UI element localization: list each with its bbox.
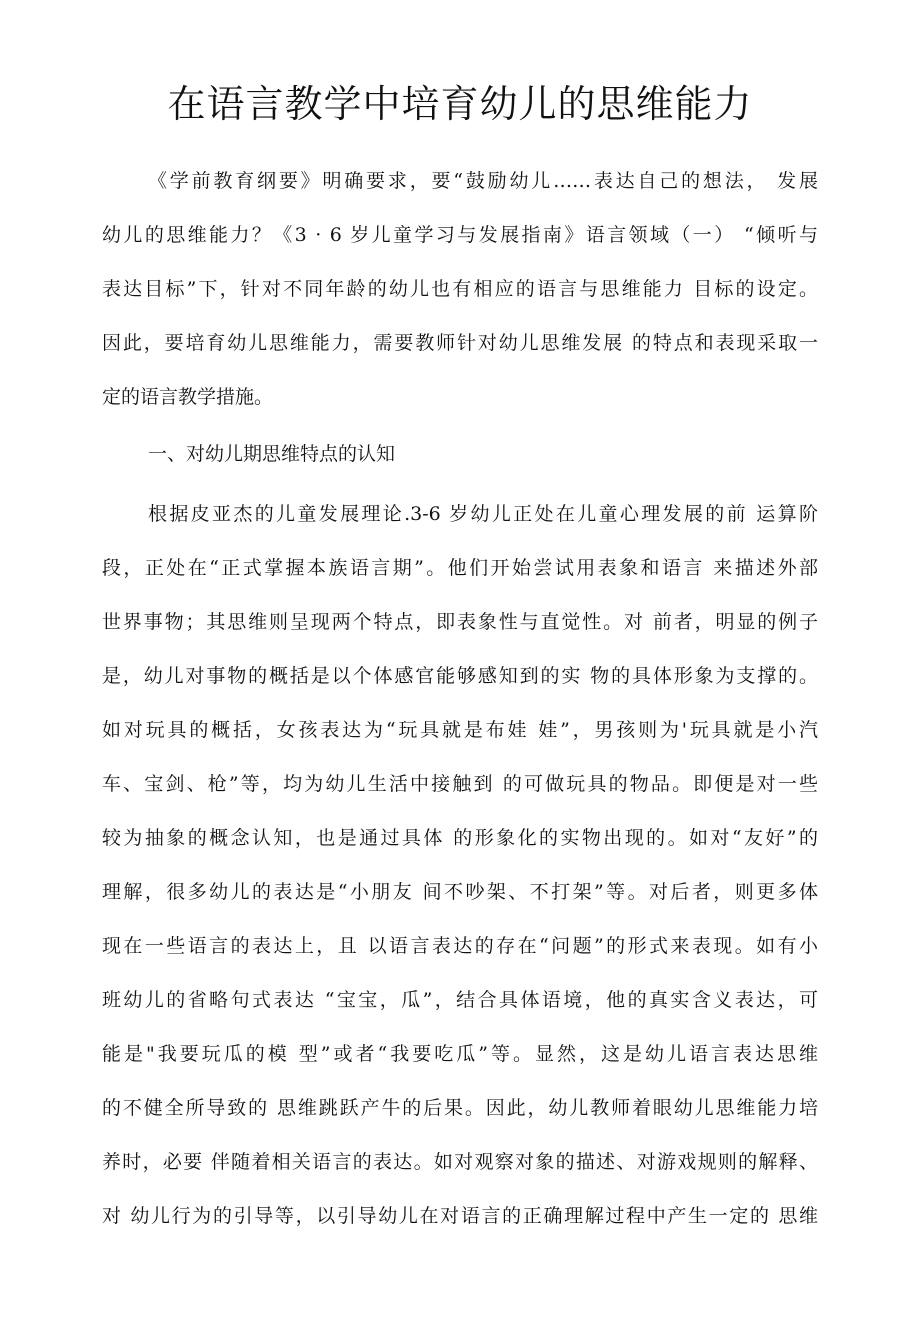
paragraph-line: 世界事物；其思维则呈现两个特点，即表象性与直觉性。对 前者，明显的例子: [102, 611, 818, 633]
section-heading: 一、对幼儿期思维特点的认知: [148, 443, 396, 465]
paragraph-line: 定的语言教学措施。: [102, 386, 274, 408]
paragraph-line: 段，正处在“正式掌握本族语言期”。他们开始尝试用表象和语言 来描述外部: [102, 557, 818, 579]
paragraph-line: 能是"我要玩瓜的模 型”或者“我要吃瓜”等。显然，这是幼儿语言表达思维: [102, 1043, 818, 1065]
paragraph-line: 《学前教育纲要》明确要求，要“鼓励幼儿……表达自己的想法， 发展: [148, 170, 818, 192]
paragraph-line: 车、宝剑、枪”等，均为幼儿生活中接触到 的可做玩具的物品。即便是对一些: [102, 773, 818, 795]
paragraph-line: 理解，很多幼儿的表达是“小朋友 间不吵架、不打架”等。对后者，则更多体: [102, 881, 818, 903]
paragraph-line: 因此，要培育幼儿思维能力，需要教师针对幼儿思维发展 的特点和表现采取一: [102, 332, 818, 354]
paragraph-line: 对 幼儿行为的引导等，以引导幼儿在对语言的正确理解过程中产生一定的 思维: [102, 1205, 818, 1227]
paragraph-line: 的不健全所导致的 思维跳跃产牛的后果。因此，幼儿教师着眼幼儿思维能力培: [102, 1097, 818, 1119]
paragraph-line: 是，幼儿对事物的概括是以个体感官能够感知到的实 物的具体形象为支撑的。: [102, 665, 818, 687]
paragraph-line: 表达目标”下，针对不同年龄的幼儿也有相应的语言与思维能力 目标的设定。: [102, 278, 818, 300]
paragraph-line: 如对玩具的概括，女孩表达为“玩具就是布娃 娃”，男孩则为'玩具就是小汽: [102, 719, 818, 741]
paragraph-line: 班幼儿的省略句式表达 “宝宝，瓜”，结合具体语境，他的真实含义表达，可: [102, 989, 818, 1011]
paragraph-line: 幼儿的思维能力？《3 · 6 岁儿童学习与发展指南》语言领域（一） “倾听与: [102, 224, 818, 246]
paragraph-line: 现在一些语言的表达上，且 以语言表达的存在“问题”的形式来表现。如有小: [102, 935, 818, 957]
paragraph-line: 养时，必要 伴随着相关语言的表达。如对观察对象的描述、对游戏规则的解释、: [102, 1151, 818, 1173]
document-title: 在语言教学中培育幼儿的思维能力: [167, 82, 753, 126]
paragraph-line: 较为抽象的概念认知，也是通过具体 的形象化的实物出现的。如对“友好”的: [102, 827, 818, 849]
paragraph-line: 根据皮亚杰的儿童发展理论.3-6 岁幼儿正处在儿童心理发展的前 运算阶: [148, 503, 818, 525]
